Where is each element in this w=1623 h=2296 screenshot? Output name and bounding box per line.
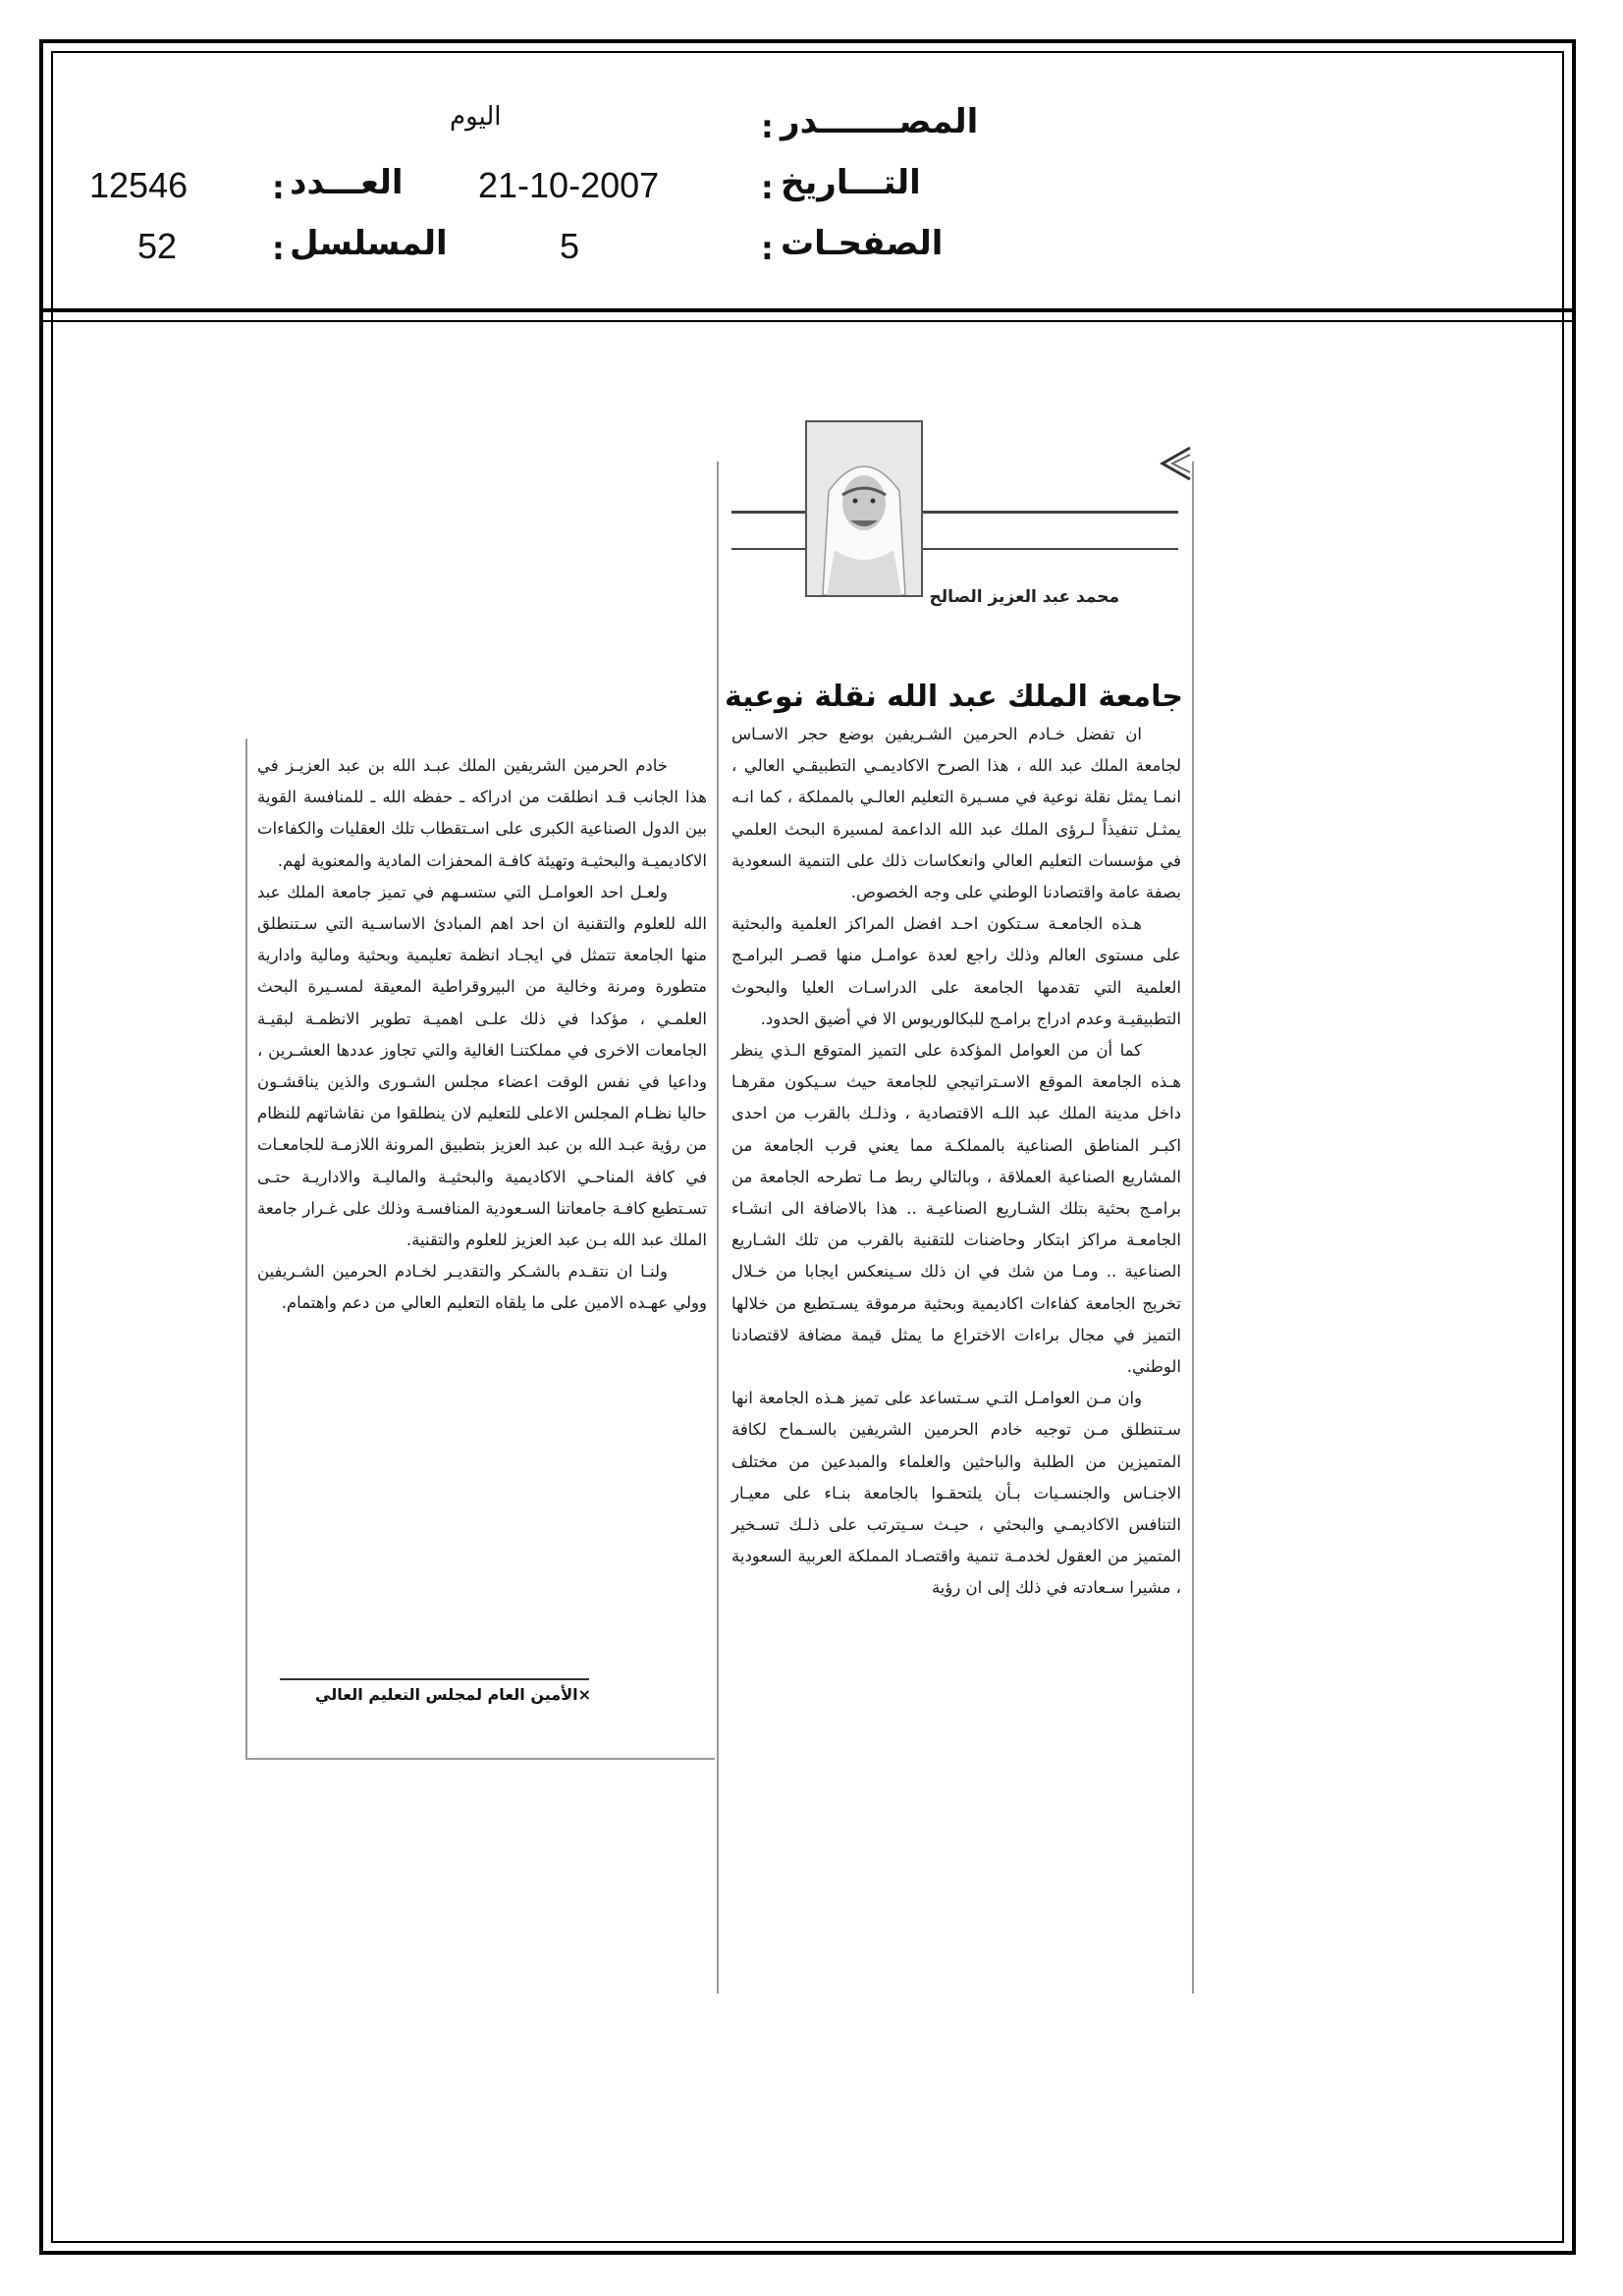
signature-rule — [280, 1678, 589, 1680]
article-paragraph: وان مـن العوامـل التـي سـتساعد على تميز هـذه الجامعة انها سـتنطلق مـن توجيه خادم الحرمين الشريفين بالسـماح لكافة المتميزين من الطلبة والباحثين والعلماء والمبدعين من مختلف الاجنـاس والجنسـيات بـأن يلتحقـوا بالجامعة بنـاء على معيـار التنافس الاكاديمـي والبحثي ، حيـث سـيترتب على ذلـك تسـخير المتميز من العقول لخدمـة تنمية واقتصـاد المملكة العربية السعودية ، مشيرا سـعادته في ذلك إلى ان رؤية — [731, 1389, 1181, 1598]
pages-colon: : — [761, 230, 774, 267]
serial-value: 52 — [137, 226, 178, 266]
decorative-band — [731, 511, 1178, 550]
serial-colon: : — [272, 230, 285, 267]
article-paragraph: ولعـل احد العوامـل التي ستسـهم في تميز جامعة الملك عبد الله للعلوم والتقنية ان احد اهم المبادئ الاساسـية التي سـتنطلق منها الجامعة تتمثل في ايجـاد انظمة تعليمية وبحثية ومالية وادارية متطورة ومرنة وخالية من البيروقراطية المعيقة لمسـيرة البحث العلمـي ، مؤكدا في ذلك علـى اهميـة تطوير الانظمـة لبقيـة الجامعات الاخرى في مملكتنـا الغالية والتي تجاوز عددها العشـرين ، وداعيا في نفس الوقت اعضاء مجلس الشـورى والذين يناقشـون حاليا نظـام المجلس الاعلى للتعليم لان ينطلقوا من نقاشاتهم للنظام من رؤية عبـد الله بن عبد العزيز بتطبيق المرونة اللازمـة للجامعـات في كافة المناحـي الاكاديمية والبحثيـة والماليـة والاداريـة حتـى تسـتطيع كافـة جامعاتنا السـعودية المنافسـة وذلك على غـرار جامعة الملك عبد الله بـن عبد العزيز للعلوم والتقنية. — [257, 882, 707, 1250]
article-paragraph: خادم الحرمين الشريفين الملك عبـد الله بن عبد العزيـز في هذا الجانب قـد انطلقت من ادراكه ـ حفظه الله ـ للمنافسة القوية بين الدول الصناعية الكبرى على اسـتقطاب تلك العقليات والكفاءات الاكاديميـة والبحثيـة وتهيئة كافـة المحفزات المادية والمعنوية لهم. — [257, 756, 707, 870]
date-value: 21-10-2007 — [478, 165, 660, 205]
issue-colon: : — [272, 169, 285, 206]
author-portrait-icon — [807, 422, 921, 595]
author-signature-title: ×الأمين العام لمجلس التعليم العالي — [315, 1685, 591, 1704]
pages-label: الصفحـات — [781, 224, 944, 263]
date-label: التـــاريخ — [781, 163, 921, 202]
decorative-corner-icon — [1155, 444, 1194, 483]
article-headline: جامعة الملك عبد الله نقلة نوعية — [724, 680, 1183, 715]
source-value: اليوم — [450, 102, 502, 132]
article-paragraph: ولنـا ان نتقـدم بالشـكر والتقديـر لخـادم الحرمين الشـريفين وولي عهـده الامين على ما يلقاه التعليم العالي من دعم واهتمام. — [257, 1262, 707, 1313]
article-paragraph: كما أن من العوامل المؤكدة على التميز المتوقع الـذي ينظر هـذه الجامعة الموقع الاسـتراتيجي للجامعة حيث سـيكون مقرهـا داخل مدينة الملك عبد اللـه الاقتصادية ، وذلـك بالقرب من احدى اكبـر المناطق الصناعية بالمملكـة مما يعني قرب الجامعة من المشاريع الصناعية العملاقة ، وبالتالي ربط مـا تطرحه الجامعة من برامـج بحثية بتلك الشـاريع الصناعيـة .. هذا بالاضافة الى انشـاء الجامعـة مراكز ابتكار وحاضنات للتقنية بالقرب من تلك الشـاريع الصناعية .. ومـا من شك في ان ذلك سـينعكس ايجابا من خـلال تخريج الجامعة كفاءات اكاديمية وبحثية مرموقة يسـتطيع من خلالها التميز في مجال براءات الاختراع ما يمثل قيمة مضافة لاقتصادنا الوطني. — [731, 1041, 1181, 1377]
article-column-right — [731, 719, 1181, 1605]
header-separator-thin — [41, 320, 1574, 322]
issue-label: العـــدد — [290, 163, 404, 202]
date-colon: : — [761, 169, 774, 206]
source-label: المصـــــــدر — [781, 102, 979, 141]
header-separator — [41, 308, 1574, 312]
serial-label: المسلسل — [290, 224, 448, 263]
article-paragraph: هـذه الجامعـة سـتكون احـد افضل المراكز العلمية والبحثية على مستوى العالم وذلك راجع لعدة عوامـل منها قصـر البرامـج العلمية التي تقدمها الجامعة على الدراسـات العليا والبحوث التطبيقيـة وعدم ادراج برامـج للبكالوريوس الا في أضيق الحدود. — [731, 914, 1181, 1028]
article-paragraph: ان تفضل خـادم الحرمين الشـريفين بوضع حجر الاسـاس لجامعة الملك عبد الله ، هذا الصرح الاكاديمـي التطبيقـي العالي ، انمـا يمثل نقلة نوعية في مسـيرة التعليم العالـي بالمملكة ، كما انـه يمثـل تنفيذاً لـرؤى الملك عبد الله الداعمة لمسيرة البحث العلمي في مؤسسات التعليم العالي وانعكاسات ذلك على التنمية السعودية بصفة عامة واقتصادنا الوطني على وجه الخصوص. — [731, 725, 1181, 902]
pages-value: 5 — [560, 226, 580, 266]
source-colon: : — [761, 108, 774, 145]
author-photo — [805, 420, 923, 597]
article-author: محمد عبد العزيز الصالح — [929, 587, 1119, 607]
article-column-left — [257, 750, 707, 1320]
issue-value: 12546 — [89, 165, 189, 205]
